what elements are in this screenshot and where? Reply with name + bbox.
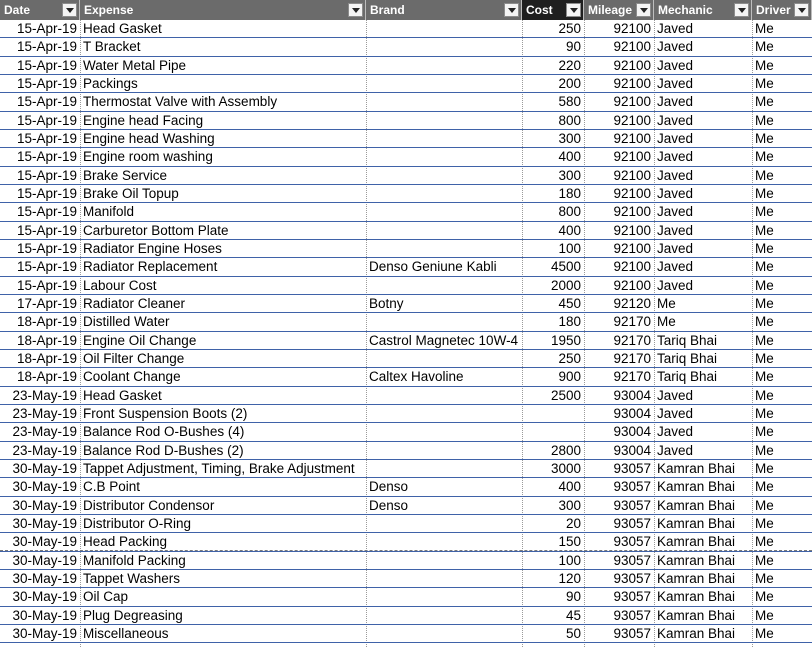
column-header-brand[interactable] bbox=[366, 0, 522, 20]
brand-cell[interactable] bbox=[366, 442, 522, 460]
mechanic-cell[interactable]: Kamran Bhai bbox=[654, 625, 752, 643]
table-row[interactable] bbox=[0, 112, 812, 130]
table-row[interactable] bbox=[0, 570, 812, 588]
cost-cell[interactable]: 250 bbox=[522, 350, 584, 368]
header-row bbox=[0, 0, 812, 20]
expense-cell[interactable]: Brake Service bbox=[80, 167, 366, 185]
mechanic-cell[interactable]: Tariq Bhai bbox=[654, 368, 752, 386]
cost-cell[interactable]: 2500 bbox=[522, 387, 584, 405]
date-cell[interactable]: 30-May-19 bbox=[0, 478, 80, 496]
expense-cell[interactable]: Labour Cost bbox=[80, 277, 366, 295]
mechanic-cell[interactable]: Kamran Bhai bbox=[654, 552, 752, 570]
mechanic-cell[interactable]: Kamran Bhai bbox=[654, 533, 752, 551]
cost-cell[interactable]: 2800 bbox=[522, 442, 584, 460]
filter-dropdown-icon[interactable] bbox=[734, 3, 749, 17]
filter-dropdown-icon[interactable] bbox=[636, 3, 651, 17]
driver-cell[interactable]: Me bbox=[752, 607, 812, 625]
brand-cell[interactable] bbox=[366, 588, 522, 606]
mileage-cell[interactable]: 92100 bbox=[584, 203, 654, 221]
date-cell[interactable]: 15-Apr-19 bbox=[0, 222, 80, 240]
filter-dropdown-icon[interactable] bbox=[504, 3, 519, 17]
brand-cell[interactable] bbox=[366, 112, 522, 130]
brand-cell[interactable]: Caltex Havoline bbox=[366, 368, 522, 386]
mechanic-cell[interactable]: Javed bbox=[654, 423, 752, 441]
mechanic-cell[interactable]: Kamran Bhai bbox=[654, 607, 752, 625]
table-row[interactable] bbox=[0, 588, 812, 606]
mechanic-cell[interactable]: Javed bbox=[654, 93, 752, 111]
table-row[interactable] bbox=[0, 240, 812, 258]
mileage-cell[interactable]: 92100 bbox=[584, 258, 654, 276]
brand-cell[interactable] bbox=[366, 387, 522, 405]
table-row[interactable] bbox=[0, 423, 812, 441]
mileage-cell[interactable]: 93004 bbox=[584, 423, 654, 441]
brand-cell[interactable] bbox=[366, 350, 522, 368]
date-cell[interactable]: 23-May-19 bbox=[0, 387, 80, 405]
table-row[interactable] bbox=[0, 258, 812, 276]
date-cell[interactable]: 15-Apr-19 bbox=[0, 167, 80, 185]
filter-dropdown-icon[interactable] bbox=[566, 3, 581, 17]
cost-cell[interactable]: 100 bbox=[522, 240, 584, 258]
date-cell[interactable]: 30-May-19 bbox=[0, 497, 80, 515]
cost-cell[interactable]: 4500 bbox=[522, 258, 584, 276]
driver-cell[interactable]: Me bbox=[752, 423, 812, 441]
driver-cell[interactable]: Me bbox=[752, 350, 812, 368]
expense-cell[interactable]: Balance Rod D-Bushes (2) bbox=[80, 442, 366, 460]
mechanic-cell[interactable]: Javed bbox=[654, 112, 752, 130]
mileage-cell[interactable]: 92170 bbox=[584, 368, 654, 386]
cost-cell[interactable]: 45 bbox=[522, 607, 584, 625]
date-cell[interactable]: 15-Apr-19 bbox=[0, 93, 80, 111]
date-cell[interactable]: 15-Apr-19 bbox=[0, 20, 80, 38]
brand-cell[interactable] bbox=[366, 607, 522, 625]
table-row[interactable] bbox=[0, 625, 812, 643]
brand-cell[interactable] bbox=[366, 75, 522, 93]
mechanic-cell[interactable]: Javed bbox=[654, 20, 752, 38]
mechanic-cell[interactable]: Tariq Bhai bbox=[654, 332, 752, 350]
expense-cell[interactable]: Oil Cap bbox=[80, 588, 366, 606]
driver-cell[interactable]: Me bbox=[752, 295, 812, 313]
expense-cell[interactable]: Oil Filter Change bbox=[80, 350, 366, 368]
cost-cell[interactable]: 3000 bbox=[522, 460, 584, 478]
date-cell[interactable]: 18-Apr-19 bbox=[0, 350, 80, 368]
mileage-cell[interactable]: 93057 bbox=[584, 552, 654, 570]
driver-cell[interactable]: Me bbox=[752, 148, 812, 166]
date-cell[interactable]: 23-May-19 bbox=[0, 442, 80, 460]
date-cell[interactable]: 30-May-19 bbox=[0, 533, 80, 551]
cost-cell[interactable]: 400 bbox=[522, 222, 584, 240]
date-cell[interactable]: 30-May-19 bbox=[0, 552, 80, 570]
cost-cell[interactable]: 580 bbox=[522, 93, 584, 111]
cost-cell[interactable]: 900 bbox=[522, 368, 584, 386]
driver-cell[interactable]: Me bbox=[752, 588, 812, 606]
table-row[interactable] bbox=[0, 185, 812, 203]
table-row[interactable] bbox=[0, 515, 812, 533]
expense-cell[interactable]: Engine head Facing bbox=[80, 112, 366, 130]
table-row[interactable] bbox=[0, 313, 812, 331]
table-row[interactable] bbox=[0, 203, 812, 221]
date-cell[interactable]: 30-May-19 bbox=[0, 570, 80, 588]
table-row[interactable] bbox=[0, 533, 812, 551]
table-row[interactable] bbox=[0, 75, 812, 93]
cost-cell[interactable]: 300 bbox=[522, 497, 584, 515]
cost-cell[interactable]: 300 bbox=[522, 130, 584, 148]
table-row[interactable] bbox=[0, 38, 812, 56]
cost-cell[interactable]: 180 bbox=[522, 185, 584, 203]
mechanic-cell[interactable]: Javed bbox=[654, 57, 752, 75]
brand-cell[interactable] bbox=[366, 148, 522, 166]
cost-cell[interactable]: 800 bbox=[522, 112, 584, 130]
table-row[interactable] bbox=[0, 167, 812, 185]
page-break-line bbox=[0, 550, 812, 551]
expense-cell[interactable]: Head Gasket bbox=[80, 387, 366, 405]
mileage-cell[interactable]: 93057 bbox=[584, 588, 654, 606]
date-cell[interactable]: 18-Apr-19 bbox=[0, 332, 80, 350]
expense-cell[interactable]: Radiator Engine Hoses bbox=[80, 240, 366, 258]
date-cell[interactable]: 15-Apr-19 bbox=[0, 112, 80, 130]
table-row[interactable] bbox=[0, 148, 812, 166]
mechanic-cell[interactable]: Kamran Bhai bbox=[654, 497, 752, 515]
mileage-cell[interactable]: 92100 bbox=[584, 240, 654, 258]
filter-dropdown-icon[interactable] bbox=[794, 3, 809, 17]
cost-cell[interactable]: 250 bbox=[522, 20, 584, 38]
mileage-cell[interactable]: 93004 bbox=[584, 387, 654, 405]
driver-cell[interactable]: Me bbox=[752, 75, 812, 93]
column-header-label: Mileage bbox=[588, 3, 633, 17]
mechanic-cell[interactable]: Kamran Bhai bbox=[654, 588, 752, 606]
column-header-mileage[interactable] bbox=[584, 0, 654, 20]
expense-cell[interactable]: Coolant Change bbox=[80, 368, 366, 386]
driver-cell[interactable]: Me bbox=[752, 130, 812, 148]
mileage-cell[interactable]: 92100 bbox=[584, 130, 654, 148]
table-row[interactable] bbox=[0, 93, 812, 111]
brand-cell[interactable] bbox=[366, 533, 522, 551]
filter-dropdown-icon[interactable] bbox=[348, 3, 363, 17]
table-row[interactable] bbox=[0, 552, 812, 570]
column-header-date[interactable] bbox=[0, 0, 80, 20]
mileage-cell[interactable]: 93004 bbox=[584, 405, 654, 423]
date-cell[interactable]: 15-Apr-19 bbox=[0, 277, 80, 295]
expense-cell[interactable]: Distributor O-Ring bbox=[80, 515, 366, 533]
cost-cell[interactable]: 90 bbox=[522, 588, 584, 606]
cost-cell[interactable]: 800 bbox=[522, 203, 584, 221]
brand-cell[interactable]: Denso bbox=[366, 478, 522, 496]
mileage-cell[interactable]: 92100 bbox=[584, 185, 654, 203]
table-row[interactable] bbox=[0, 295, 812, 313]
mechanic-cell[interactable]: Javed bbox=[654, 130, 752, 148]
expense-cell[interactable]: Front Suspension Boots (2) bbox=[80, 405, 366, 423]
table-row[interactable] bbox=[0, 222, 812, 240]
expense-cell[interactable]: Manifold Packing bbox=[80, 552, 366, 570]
driver-cell[interactable]: Me bbox=[752, 313, 812, 331]
expense-cell[interactable]: Head Packing bbox=[80, 533, 366, 551]
table-row[interactable] bbox=[0, 497, 812, 515]
brand-cell[interactable] bbox=[366, 57, 522, 75]
table-row[interactable] bbox=[0, 387, 812, 405]
mechanic-cell[interactable]: Javed bbox=[654, 258, 752, 276]
brand-cell[interactable] bbox=[366, 185, 522, 203]
mechanic-cell[interactable]: Kamran Bhai bbox=[654, 515, 752, 533]
table-row[interactable] bbox=[0, 350, 812, 368]
mileage-cell[interactable]: 92100 bbox=[584, 277, 654, 295]
brand-cell[interactable] bbox=[366, 240, 522, 258]
table-row[interactable] bbox=[0, 460, 812, 478]
column-header-cost[interactable] bbox=[522, 0, 584, 20]
date-cell[interactable]: 15-Apr-19 bbox=[0, 240, 80, 258]
expense-cell[interactable]: Carburetor Bottom Plate bbox=[80, 222, 366, 240]
brand-cell[interactable]: Castrol Magnetec 10W-4 bbox=[366, 332, 522, 350]
table-row[interactable] bbox=[0, 442, 812, 460]
cost-cell[interactable]: 200 bbox=[522, 75, 584, 93]
mechanic-cell[interactable]: Javed bbox=[654, 442, 752, 460]
expense-cell[interactable]: Engine head Washing bbox=[80, 130, 366, 148]
cost-cell[interactable]: 450 bbox=[522, 295, 584, 313]
cost-cell[interactable]: 150 bbox=[522, 533, 584, 551]
expense-cell[interactable]: C.B Point bbox=[80, 478, 366, 496]
mechanic-cell[interactable]: Kamran Bhai bbox=[654, 460, 752, 478]
mileage-cell[interactable]: 93057 bbox=[584, 478, 654, 496]
driver-cell[interactable]: Me bbox=[752, 277, 812, 295]
date-cell[interactable]: 15-Apr-19 bbox=[0, 258, 80, 276]
driver-cell[interactable]: Me bbox=[752, 167, 812, 185]
cost-cell[interactable] bbox=[522, 405, 584, 423]
mechanic-cell[interactable]: Kamran Bhai bbox=[654, 478, 752, 496]
brand-cell[interactable] bbox=[366, 203, 522, 221]
driver-cell[interactable]: Me bbox=[752, 497, 812, 515]
driver-cell[interactable]: Me bbox=[752, 185, 812, 203]
brand-cell[interactable] bbox=[366, 313, 522, 331]
mechanic-cell[interactable]: Javed bbox=[654, 277, 752, 295]
mileage-cell[interactable]: 92100 bbox=[584, 222, 654, 240]
date-cell[interactable]: 18-Apr-19 bbox=[0, 368, 80, 386]
mileage-cell[interactable]: 92100 bbox=[584, 167, 654, 185]
date-cell[interactable]: 15-Apr-19 bbox=[0, 57, 80, 75]
mechanic-cell[interactable]: Javed bbox=[654, 203, 752, 221]
mileage-cell[interactable]: 93057 bbox=[584, 515, 654, 533]
mileage-cell[interactable]: 93057 bbox=[584, 460, 654, 478]
date-cell[interactable]: 15-Apr-19 bbox=[0, 148, 80, 166]
cost-cell[interactable]: 400 bbox=[522, 478, 584, 496]
driver-cell[interactable]: Me bbox=[752, 533, 812, 551]
date-cell[interactable]: 23-May-19 bbox=[0, 405, 80, 423]
expense-cell[interactable]: Packings bbox=[80, 75, 366, 93]
table-row[interactable] bbox=[0, 20, 812, 38]
expense-cell[interactable]: Water Metal Pipe bbox=[80, 57, 366, 75]
mechanic-cell[interactable]: Javed bbox=[654, 222, 752, 240]
mechanic-cell[interactable]: Javed bbox=[654, 185, 752, 203]
driver-cell[interactable]: Me bbox=[752, 20, 812, 38]
expense-cell[interactable]: Manifold bbox=[80, 203, 366, 221]
mileage-cell[interactable]: 92170 bbox=[584, 332, 654, 350]
brand-cell[interactable] bbox=[366, 405, 522, 423]
driver-cell[interactable]: Me bbox=[752, 405, 812, 423]
mileage-cell[interactable]: 93057 bbox=[584, 607, 654, 625]
driver-cell[interactable]: Me bbox=[752, 387, 812, 405]
column-header-label: Brand bbox=[370, 3, 405, 17]
driver-cell[interactable]: Me bbox=[752, 57, 812, 75]
brand-cell[interactable] bbox=[366, 570, 522, 588]
column-header-label: Mechanic bbox=[658, 3, 713, 17]
filter-dropdown-icon[interactable] bbox=[62, 3, 77, 17]
mileage-cell[interactable]: 92100 bbox=[584, 148, 654, 166]
driver-cell[interactable]: Me bbox=[752, 38, 812, 56]
expense-cell[interactable]: Tappet Washers bbox=[80, 570, 366, 588]
cost-cell[interactable]: 400 bbox=[522, 148, 584, 166]
expense-cell[interactable]: Brake Oil Topup bbox=[80, 185, 366, 203]
table-row[interactable] bbox=[0, 332, 812, 350]
mechanic-cell[interactable]: Me bbox=[654, 313, 752, 331]
table-row[interactable] bbox=[0, 405, 812, 423]
mileage-cell[interactable]: 92100 bbox=[584, 93, 654, 111]
driver-cell[interactable]: Me bbox=[752, 258, 812, 276]
brand-cell[interactable] bbox=[366, 38, 522, 56]
column-header-label: Date bbox=[4, 3, 31, 17]
brand-cell[interactable] bbox=[366, 222, 522, 240]
mileage-cell[interactable]: 92100 bbox=[584, 20, 654, 38]
driver-cell[interactable]: Me bbox=[752, 570, 812, 588]
cost-cell[interactable]: 100 bbox=[522, 552, 584, 570]
mileage-cell[interactable]: 92170 bbox=[584, 350, 654, 368]
driver-cell[interactable]: Me bbox=[752, 515, 812, 533]
driver-cell[interactable]: Me bbox=[752, 368, 812, 386]
driver-cell[interactable]: Me bbox=[752, 112, 812, 130]
cost-cell[interactable]: 90 bbox=[522, 38, 584, 56]
cost-cell[interactable]: 20 bbox=[522, 515, 584, 533]
cost-cell[interactable]: 120 bbox=[522, 570, 584, 588]
brand-cell[interactable] bbox=[366, 130, 522, 148]
brand-cell[interactable] bbox=[366, 515, 522, 533]
date-cell[interactable]: 18-Apr-19 bbox=[0, 313, 80, 331]
brand-cell[interactable]: Denso bbox=[366, 497, 522, 515]
mechanic-cell[interactable]: Javed bbox=[654, 167, 752, 185]
mileage-cell[interactable]: 92100 bbox=[584, 75, 654, 93]
expense-cell[interactable]: Thermostat Valve with Assembly bbox=[80, 93, 366, 111]
expense-cell[interactable]: Radiator Replacement bbox=[80, 258, 366, 276]
date-cell[interactable]: 30-May-19 bbox=[0, 515, 80, 533]
driver-cell[interactable]: Me bbox=[752, 222, 812, 240]
expense-cell[interactable]: Engine Oil Change bbox=[80, 332, 366, 350]
expense-cell[interactable]: Distilled Water bbox=[80, 313, 366, 331]
table-row[interactable] bbox=[0, 130, 812, 148]
mechanic-cell[interactable]: Javed bbox=[654, 148, 752, 166]
expense-cell[interactable]: Plug Degreasing bbox=[80, 607, 366, 625]
mechanic-cell[interactable]: Javed bbox=[654, 405, 752, 423]
brand-cell[interactable] bbox=[366, 625, 522, 643]
cost-cell[interactable] bbox=[522, 423, 584, 441]
brand-cell[interactable] bbox=[366, 167, 522, 185]
column-header-label: Cost bbox=[526, 3, 553, 17]
expense-cell[interactable]: Miscellaneous bbox=[80, 625, 366, 643]
brand-cell[interactable] bbox=[366, 552, 522, 570]
brand-cell[interactable] bbox=[366, 277, 522, 295]
driver-cell[interactable]: Me bbox=[752, 625, 812, 643]
table-row[interactable] bbox=[0, 57, 812, 75]
driver-cell[interactable]: Me bbox=[752, 93, 812, 111]
brand-cell[interactable]: Botny bbox=[366, 295, 522, 313]
column-header-label: Expense bbox=[84, 3, 134, 17]
date-cell[interactable]: 23-May-19 bbox=[0, 423, 80, 441]
table-row[interactable] bbox=[0, 478, 812, 496]
table-row[interactable] bbox=[0, 277, 812, 295]
mileage-cell[interactable]: 92100 bbox=[584, 38, 654, 56]
date-cell[interactable]: 15-Apr-19 bbox=[0, 185, 80, 203]
cost-cell[interactable]: 180 bbox=[522, 313, 584, 331]
mileage-cell[interactable]: 93057 bbox=[584, 625, 654, 643]
column-header-label: Driver bbox=[756, 3, 791, 17]
mileage-cell[interactable]: 93004 bbox=[584, 442, 654, 460]
date-cell[interactable]: 15-Apr-19 bbox=[0, 130, 80, 148]
expense-cell[interactable]: Distributor Condensor bbox=[80, 497, 366, 515]
mileage-cell[interactable]: 92170 bbox=[584, 313, 654, 331]
date-cell[interactable]: 30-May-19 bbox=[0, 588, 80, 606]
expense-cell[interactable]: Engine room washing bbox=[80, 148, 366, 166]
mileage-cell[interactable]: 93057 bbox=[584, 497, 654, 515]
mechanic-cell[interactable]: Javed bbox=[654, 38, 752, 56]
mechanic-cell[interactable]: Kamran Bhai bbox=[654, 570, 752, 588]
driver-cell[interactable]: Me bbox=[752, 552, 812, 570]
driver-cell[interactable]: Me bbox=[752, 332, 812, 350]
mileage-cell[interactable]: 93057 bbox=[584, 533, 654, 551]
cost-cell[interactable]: 2000 bbox=[522, 277, 584, 295]
column-header-driver[interactable] bbox=[752, 0, 812, 20]
mileage-cell[interactable]: 92120 bbox=[584, 295, 654, 313]
mileage-cell[interactable]: 92100 bbox=[584, 112, 654, 130]
expense-cell[interactable]: Head Gasket bbox=[80, 20, 366, 38]
brand-cell[interactable]: Denso Geniune Kabli bbox=[366, 258, 522, 276]
mechanic-cell[interactable]: Me bbox=[654, 295, 752, 313]
date-cell[interactable]: 30-May-19 bbox=[0, 607, 80, 625]
mileage-cell[interactable]: 93057 bbox=[584, 570, 654, 588]
mechanic-cell[interactable]: Javed bbox=[654, 387, 752, 405]
cost-cell[interactable]: 50 bbox=[522, 625, 584, 643]
date-cell[interactable]: 30-May-19 bbox=[0, 625, 80, 643]
brand-cell[interactable] bbox=[366, 460, 522, 478]
expense-cell[interactable]: Tappet Adjustment, Timing, Brake Adjustment bbox=[80, 460, 366, 478]
column-header-expense[interactable] bbox=[80, 0, 366, 20]
mileage-cell[interactable]: 92100 bbox=[584, 57, 654, 75]
mechanic-cell[interactable]: Javed bbox=[654, 240, 752, 258]
driver-cell[interactable]: Me bbox=[752, 240, 812, 258]
table-row[interactable] bbox=[0, 368, 812, 386]
brand-cell[interactable] bbox=[366, 93, 522, 111]
driver-cell[interactable]: Me bbox=[752, 478, 812, 496]
brand-cell[interactable] bbox=[366, 20, 522, 38]
table-row[interactable] bbox=[0, 607, 812, 625]
date-cell[interactable]: 15-Apr-19 bbox=[0, 203, 80, 221]
cost-cell[interactable]: 220 bbox=[522, 57, 584, 75]
mechanic-cell[interactable]: Tariq Bhai bbox=[654, 350, 752, 368]
expense-cell[interactable]: T Bracket bbox=[80, 38, 366, 56]
driver-cell[interactable]: Me bbox=[752, 442, 812, 460]
date-cell[interactable]: 15-Apr-19 bbox=[0, 75, 80, 93]
cost-cell[interactable]: 300 bbox=[522, 167, 584, 185]
expense-cell[interactable]: Radiator Cleaner bbox=[80, 295, 366, 313]
cost-cell[interactable]: 1950 bbox=[522, 332, 584, 350]
column-header-mechanic[interactable] bbox=[654, 0, 752, 20]
date-cell[interactable]: 15-Apr-19 bbox=[0, 38, 80, 56]
driver-cell[interactable]: Me bbox=[752, 460, 812, 478]
mechanic-cell[interactable]: Javed bbox=[654, 75, 752, 93]
expense-cell[interactable]: Balance Rod O-Bushes (4) bbox=[80, 423, 366, 441]
date-cell[interactable]: 30-May-19 bbox=[0, 460, 80, 478]
date-cell[interactable]: 17-Apr-19 bbox=[0, 295, 80, 313]
brand-cell[interactable] bbox=[366, 423, 522, 441]
driver-cell[interactable]: Me bbox=[752, 203, 812, 221]
